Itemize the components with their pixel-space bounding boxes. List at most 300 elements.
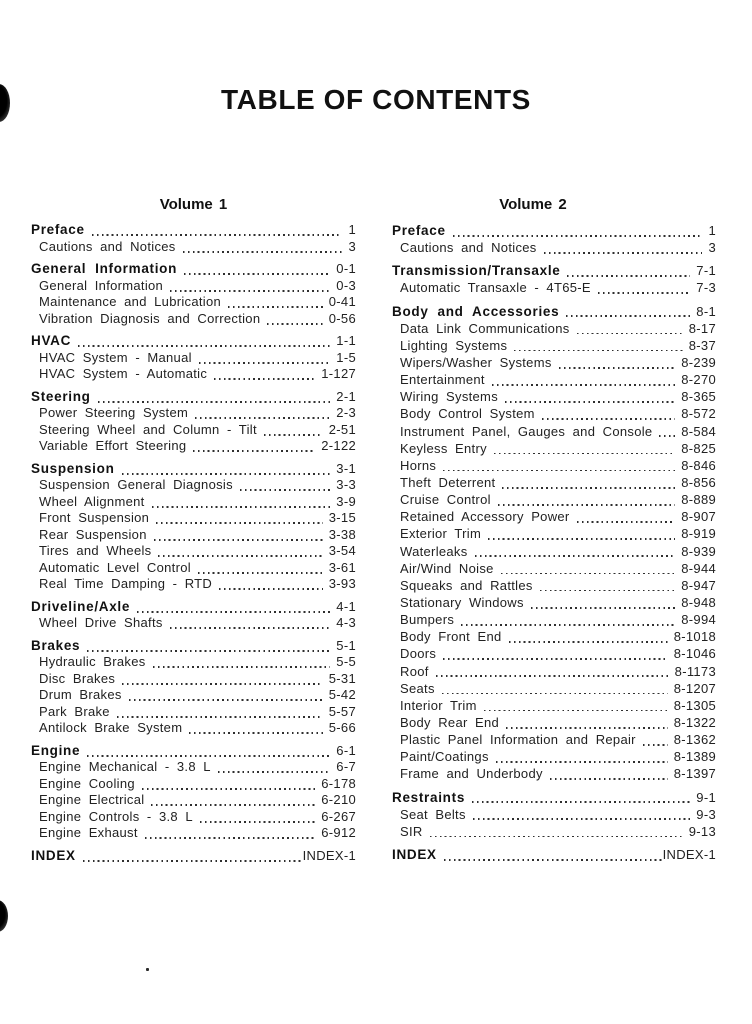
dot-leader (87, 755, 330, 757)
toc-entry-row (392, 279, 716, 296)
entry-title: Theft Deterrent (400, 474, 496, 490)
entry-title: Body Front End (400, 629, 502, 645)
dot-leader (514, 350, 682, 352)
page-number: 3-38 (328, 526, 356, 542)
entry-title: Exterior Trim (400, 526, 482, 542)
dot-leader (122, 683, 323, 685)
page-number: 3-54 (328, 543, 356, 558)
dot-leader (122, 473, 331, 475)
page-number: 3 (348, 238, 356, 254)
page-number: 8-1397 (673, 766, 716, 782)
entry-title: Body and Accessories (392, 303, 560, 319)
page-number: 0-56 (328, 310, 356, 326)
toc-entry-row (392, 474, 716, 491)
page-number: 1-5 (336, 349, 356, 365)
toc-section-row (31, 333, 356, 350)
toc-entry-row (392, 440, 716, 457)
dot-leader (444, 859, 663, 861)
entry-title: Squeaks and Rattles (400, 577, 533, 593)
entry-title: INDEX (392, 846, 437, 862)
dot-leader (453, 235, 703, 237)
dot-leader (505, 401, 675, 403)
toc-entry-row (31, 422, 356, 439)
dot-leader (170, 290, 330, 292)
page-number: 8-889 (681, 492, 716, 508)
toc-entry-row (392, 405, 716, 422)
dot-leader (92, 234, 343, 236)
dot-leader (442, 693, 668, 695)
page-number: 8-1046 (673, 646, 716, 662)
entry-title: Body Rear End (400, 714, 500, 730)
toc-section-row (392, 789, 716, 806)
dot-leader (430, 836, 683, 838)
entry-title: Tires and Wheels (39, 543, 152, 558)
toc-section (31, 261, 356, 327)
entry-title: Doors (400, 646, 437, 662)
entry-title: Engine Cooling (39, 775, 135, 791)
entry-title: Park Brake (39, 703, 110, 719)
page-number: INDEX-1 (662, 846, 716, 862)
toc-entry-row (392, 628, 716, 645)
dot-leader (154, 539, 323, 541)
dot-leader (484, 710, 668, 712)
entry-title: Instrument Panel, Gauges and Console (400, 423, 653, 439)
page-number: 7-1 (696, 263, 716, 279)
page-number: 9-13 (688, 823, 716, 839)
page-number: 8-846 (681, 457, 716, 473)
page-number: 1 (708, 223, 716, 238)
page-number: 2-51 (328, 421, 356, 437)
page-number: 8-239 (681, 354, 716, 370)
toc-entry-row (392, 491, 716, 508)
toc-section (31, 222, 356, 255)
page-number: 6-178 (321, 775, 356, 791)
dot-leader (218, 771, 330, 773)
toc-entry-row (31, 294, 356, 311)
toc-section-row (392, 222, 716, 239)
entry-title: Preface (392, 223, 446, 238)
page-number: 2-3 (336, 405, 356, 420)
page-number: 5-57 (328, 703, 356, 719)
dot-leader (542, 418, 675, 420)
dot-leader (492, 384, 675, 386)
page-title: TABLE OF CONTENTS (221, 84, 531, 115)
toc-entry-row (31, 576, 356, 593)
toc-entry-row (392, 680, 716, 697)
toc-entry-row (31, 615, 356, 632)
dot-leader (436, 675, 669, 677)
entry-title: Data Link Communications (400, 320, 570, 336)
toc-entry-row (31, 654, 356, 671)
entry-title: Body Control System (400, 406, 535, 422)
entry-title: Engine Controls - 3.8 L (39, 808, 193, 824)
page-number: 8-1173 (674, 663, 716, 679)
toc-entry-row (392, 714, 716, 731)
entry-title: Engine Exhaust (39, 825, 138, 840)
toc-entry-row (31, 671, 356, 688)
dot-leader (198, 572, 323, 574)
entry-title: General Information (31, 261, 178, 276)
dot-leader (443, 470, 675, 472)
entry-title: HVAC System - Manual (39, 349, 192, 365)
dot-leader (577, 333, 683, 335)
entry-title: Frame and Underbody (400, 766, 543, 782)
toc-entry-row (392, 663, 716, 680)
page-number: 0-3 (336, 277, 356, 293)
toc-index-row (31, 848, 356, 865)
entry-title: Preface (31, 222, 85, 237)
entry-title: Wheel Drive Shafts (39, 615, 163, 630)
page-number: 9-3 (696, 806, 716, 822)
dot-leader (199, 362, 331, 364)
page-number: 3-3 (336, 477, 356, 492)
toc-section-row (31, 461, 356, 478)
toc-entry-row (392, 765, 716, 782)
toc-entry-row (392, 731, 716, 748)
dot-leader (501, 573, 676, 575)
dot-leader (153, 666, 331, 668)
page-number: 7-3 (696, 280, 716, 296)
toc-entry-row (31, 438, 356, 455)
page-number: 8-907 (681, 509, 716, 525)
toc-entry-row (392, 594, 716, 611)
toc-section (392, 222, 716, 256)
entry-title: Wipers/Washer Systems (400, 354, 552, 370)
toc-section-row (31, 638, 356, 655)
toc-entry-row (31, 720, 356, 737)
entry-title: HVAC System - Automatic (39, 366, 208, 381)
dot-leader (142, 788, 315, 790)
dot-leader (214, 378, 315, 380)
toc-entry-row (31, 704, 356, 721)
dot-leader (567, 275, 690, 277)
toc-index-section (392, 846, 716, 863)
dot-leader (643, 744, 668, 746)
entry-title: Driveline/Axle (31, 598, 131, 614)
toc-entry-row (31, 543, 356, 560)
toc-entry-row (392, 371, 716, 388)
dot-leader (228, 306, 323, 308)
toc-entry-row (31, 477, 356, 494)
entry-title: Wiring Systems (400, 389, 498, 405)
page-number: 8-948 (681, 594, 716, 610)
dot-leader (598, 292, 690, 294)
page-number: 1-1 (336, 333, 356, 348)
dot-leader (566, 315, 690, 317)
toc-section (392, 262, 716, 296)
entry-title: Automatic Level Control (39, 559, 191, 575)
toc-entry-row (31, 825, 356, 842)
dot-leader (184, 273, 330, 275)
dot-leader (117, 716, 323, 718)
page-number: 6-267 (321, 808, 356, 824)
entry-title: Steering (31, 388, 91, 404)
dot-leader (83, 860, 303, 862)
dot-leader (151, 804, 315, 806)
toc-entry-row (31, 527, 356, 544)
toc-entry-row (31, 510, 356, 527)
toc-entry-row (392, 388, 716, 405)
dot-leader (496, 761, 668, 763)
entry-title: HVAC (31, 333, 72, 348)
dot-leader (502, 487, 675, 489)
entry-title: Brakes (31, 637, 81, 653)
toc-section (31, 599, 356, 632)
page-number: 5-5 (336, 654, 356, 669)
page-number: INDEX-1 (302, 847, 356, 863)
entry-title: Roof (400, 663, 429, 679)
entry-title: General Information (39, 277, 164, 293)
dot-leader (145, 837, 315, 839)
entry-title: Interior Trim (400, 697, 477, 713)
page-number: 8-1 (696, 303, 716, 319)
page-number: 8-37 (688, 337, 716, 353)
toc-entry-row (392, 560, 716, 577)
dot-leader (473, 818, 691, 820)
page-number: 8-856 (681, 474, 716, 490)
toc-entry-row (392, 525, 716, 542)
page-number: 3-93 (328, 576, 356, 591)
dot-leader (200, 821, 315, 823)
toc-section-row (31, 389, 356, 406)
page-number: 6-210 (321, 792, 356, 807)
toc-entry-row (31, 759, 356, 776)
dot-leader (475, 555, 676, 557)
page-number: 8-947 (681, 577, 716, 593)
entry-title: Drum Brakes (39, 687, 122, 702)
dot-leader (219, 588, 323, 590)
dot-leader (461, 624, 675, 626)
page-number: 3-61 (328, 559, 356, 575)
page-number: 5-1 (336, 637, 356, 653)
dot-leader (264, 434, 323, 436)
page-number: 8-1305 (673, 697, 716, 713)
page-number: 5-42 (328, 687, 356, 702)
dot-leader (189, 732, 322, 734)
entry-title: Wheel Alignment (39, 493, 145, 509)
toc-entry-row (392, 423, 716, 440)
entry-title: Seats (400, 680, 435, 696)
page-number: 8-584 (681, 423, 716, 439)
entry-title: Front Suspension (39, 510, 150, 525)
entry-title: Rear Suspension (39, 526, 147, 542)
dot-leader (659, 435, 675, 437)
entry-title: Cautions and Notices (39, 238, 176, 254)
toc-entry-row (31, 560, 356, 577)
toc-entry-row (392, 806, 716, 823)
dot-leader (494, 453, 675, 455)
page-number: 6-912 (321, 825, 356, 840)
page-number: 3 (708, 240, 716, 256)
toc-entry-row (392, 645, 716, 662)
dot-leader (506, 727, 668, 729)
entry-title: Suspension (31, 460, 115, 476)
toc-section (31, 333, 356, 383)
dot-leader (509, 641, 668, 643)
dot-leader (156, 522, 323, 524)
toc-entry-row (31, 366, 356, 383)
page-number: 8-994 (681, 612, 716, 628)
toc-section-row (392, 262, 716, 279)
page-number: 8-1389 (673, 749, 716, 765)
entry-title: Bumpers (400, 612, 455, 628)
page-number: 8-1018 (673, 629, 716, 645)
dot-leader (193, 450, 315, 452)
toc-section-row (31, 261, 356, 278)
entry-title: Steering Wheel and Column - Tilt (39, 421, 257, 437)
entry-title: Seat Belts (400, 806, 466, 822)
toc-entry-row (392, 697, 716, 714)
entry-title: Plastic Panel Information and Repair (400, 732, 636, 748)
entry-title: Keyless Entry (400, 440, 487, 456)
page-number: 8-919 (681, 526, 716, 542)
binder-hole-artifact-bottom (0, 900, 8, 932)
page-number: 8-365 (681, 389, 716, 405)
page-number: 8-1362 (673, 732, 716, 748)
entry-title: Restraints (392, 789, 466, 805)
page-number: 8-944 (681, 560, 716, 576)
page-number: 0-41 (328, 294, 356, 309)
page-number: 8-825 (681, 440, 716, 456)
dot-leader (267, 323, 322, 325)
entry-title: INDEX (31, 847, 76, 863)
entry-title: Stationary Windows (400, 594, 524, 610)
toc-entry-row (392, 337, 716, 354)
toc-entry-row (31, 239, 356, 256)
toc-index-row (392, 846, 716, 863)
toc-entry-row (392, 543, 716, 560)
toc-entry-row (392, 823, 716, 840)
page-number: 3-15 (328, 510, 356, 525)
entry-title: Entertainment (400, 372, 485, 388)
dot-leader (137, 611, 330, 613)
toc-entry-row (31, 687, 356, 704)
page-number: 6-1 (336, 742, 356, 758)
entry-title: Maintenance and Lubrication (39, 294, 222, 309)
toc-entry-row (31, 792, 356, 809)
dot-leader (559, 367, 676, 369)
toc-section (392, 789, 716, 840)
entry-title: Hydraulic Brakes (39, 654, 146, 669)
entry-title: Automatic Transaxle - 4T65-E (400, 280, 591, 296)
entry-title: Variable Effort Steering (39, 438, 187, 453)
toc-entry-row (392, 354, 716, 371)
page-number: 9-1 (696, 789, 716, 805)
toc-entry-row (31, 405, 356, 422)
entry-title: Vibration Diagnosis and Correction (39, 310, 261, 326)
entry-title: Engine Mechanical - 3.8 L (39, 759, 211, 774)
toc-entry-row (31, 350, 356, 367)
page-number: 4-3 (336, 615, 356, 630)
volume-header: Volume 1 (159, 196, 228, 213)
dot-leader (498, 504, 675, 506)
entry-title: Lighting Systems (400, 337, 508, 353)
toc-index-section (31, 848, 356, 865)
dot-leader (240, 489, 330, 491)
entry-title: Suspension General Diagnosis (39, 477, 233, 492)
toc-section (31, 638, 356, 737)
page-number: 8-572 (681, 406, 716, 422)
dot-leader (158, 555, 322, 557)
entry-title: Retained Accessory Power (400, 509, 570, 525)
entry-title: Engine Electrical (39, 792, 145, 807)
entry-title: SIR (400, 823, 423, 839)
entry-title: Paint/Coatings (400, 749, 489, 765)
page-number: 1-127 (321, 366, 356, 381)
dot-leader (544, 252, 703, 254)
toc-entry-row (31, 278, 356, 295)
entry-title: Disc Brakes (39, 670, 116, 686)
toc-column-volume-2 (392, 197, 716, 863)
entry-title: Air/Wind Noise (400, 560, 494, 576)
toc-column-volume-1 (31, 197, 356, 864)
dot-leader (170, 627, 331, 629)
dot-leader (443, 658, 668, 660)
toc-entry-row (31, 311, 356, 328)
page-number: 5-66 (328, 720, 356, 735)
page-number: 2-122 (321, 438, 356, 453)
entry-title: Cautions and Notices (400, 240, 537, 256)
toc-section-row (31, 743, 356, 760)
entry-title: Transmission/Transaxle (392, 263, 561, 279)
toc-entry-row (392, 611, 716, 628)
dot-leader (87, 650, 330, 652)
dot-leader (540, 590, 676, 592)
dot-leader (129, 699, 323, 701)
dot-leader (550, 778, 668, 780)
toc-entry-row (392, 577, 716, 594)
toc-section-row (31, 222, 356, 239)
toc-section-row (31, 599, 356, 616)
dot-leader (98, 401, 331, 403)
toc-section-row (392, 303, 716, 320)
page-number: 8-939 (681, 543, 716, 559)
entry-title: Horns (400, 457, 437, 473)
toc-section (31, 743, 356, 842)
toc-entry-row (31, 776, 356, 793)
toc-entry-row (31, 809, 356, 826)
volume-header: Volume 2 (499, 196, 567, 213)
dot-leader (531, 607, 675, 609)
toc-entry-row (392, 508, 716, 525)
entry-title: Waterleaks (400, 543, 468, 559)
page-number: 6-7 (336, 759, 356, 774)
scan-speck-artifact (146, 968, 149, 971)
entry-title: Power Steering System (39, 405, 189, 420)
entry-title: Engine (31, 742, 81, 758)
page-number: 8-270 (681, 372, 716, 388)
dot-leader (78, 345, 330, 347)
page-number: 5-31 (328, 670, 356, 686)
page-number: 3-1 (336, 460, 356, 476)
toc-section (31, 389, 356, 455)
toc-entry-row (31, 494, 356, 511)
page-number: 1 (348, 222, 356, 237)
page-number: 8-17 (688, 320, 716, 336)
dot-leader (472, 801, 690, 803)
dot-leader (183, 251, 343, 253)
page-number: 8-1322 (673, 714, 716, 730)
entry-title: Real Time Damping - RTD (39, 576, 213, 591)
dot-leader (488, 538, 675, 540)
toc-entry-row (392, 239, 716, 256)
page-number: 8-1207 (673, 680, 716, 696)
dot-leader (577, 521, 676, 523)
page-number: 3-9 (336, 493, 356, 509)
entry-title: Cruise Control (400, 492, 491, 508)
toc-section (392, 303, 716, 783)
dot-leader (152, 506, 331, 508)
